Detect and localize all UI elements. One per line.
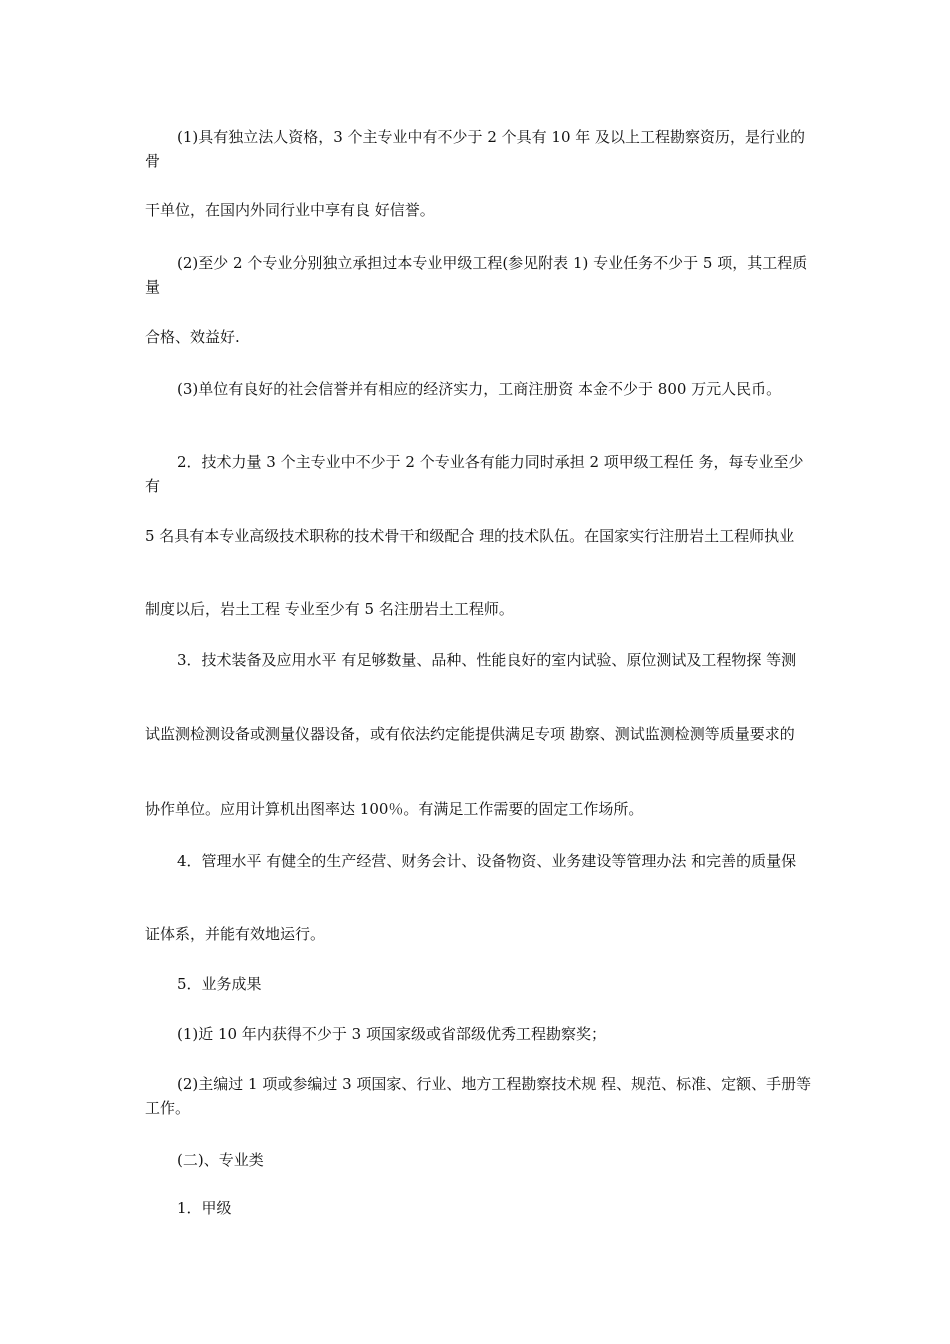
paragraph-1: (1)具有独立法人资格，3 个主专业中有不少于 2 个具有 10 年 及以上工程勘察资历，是行业的骨 xyxy=(145,128,806,170)
paragraph-14: 5．业务成果 xyxy=(177,975,262,993)
paragraph-17: (二)、专业类 xyxy=(177,1151,264,1169)
paragraph-12: 4．管理水平 有健全的生产经营、财务会计、设备物资、业务建设等管理办法 和完善的质量保 xyxy=(177,852,797,870)
paragraph-9: 3．技术装备及应用水平 有足够数量、品种、性能良好的室内试验、原位测试及工程物探 等测 xyxy=(177,651,797,669)
paragraph-6: 2．技术力量 3 个主专业中不少于 2 个专业各有能力同时承担 2 项甲级工程任 务，每专业至少有 xyxy=(145,453,804,495)
paragraph-3: (2)至少 2 个专业分别独立承担过本专业甲级工程(参见附表 1) 专业任务不少于 5 项，其工程质量 xyxy=(145,254,808,296)
paragraph-7: 5 名具有本专业高级技术职称的技术骨干和级配合 理的技术队伍。在国家实行注册岩土工程师执业 xyxy=(145,527,795,545)
paragraph-13: 证体系，并能有效地运行。 xyxy=(145,925,326,943)
paragraph-11: 协作单位。应用计算机出图率达 100％。有满足工作需要的固定工作场所。 xyxy=(145,800,644,818)
paragraph-4: 合格、效益好. xyxy=(145,328,240,346)
paragraph-2: 干单位，在国内外同行业中享有良 好信誉。 xyxy=(145,201,435,219)
paragraph-18: 1．甲级 xyxy=(177,1199,232,1217)
paragraph-10: 试监测检测设备或测量仪器设备，或有依法约定能提供满足专项 勘察、测试监测检测等质量要求的 xyxy=(145,725,795,743)
paragraph-16: (2)主编过 1 项或参编过 3 项国家、行业、地方工程勘察技术规 程、规范、标准、定额、手册等工作。 xyxy=(145,1075,812,1117)
paragraph-5: (3)单位有良好的社会信誉并有相应的经济实力，工商注册资 本金不少于 800 万元人民币。 xyxy=(177,380,782,398)
paragraph-8: 制度以后，岩土工程 专业至少有 5 名注册岩土工程师。 xyxy=(145,600,514,618)
paragraph-15: (1)近 10 年内获得不少于 3 项国家级或省部级优秀工程勘察奖； xyxy=(177,1025,606,1043)
